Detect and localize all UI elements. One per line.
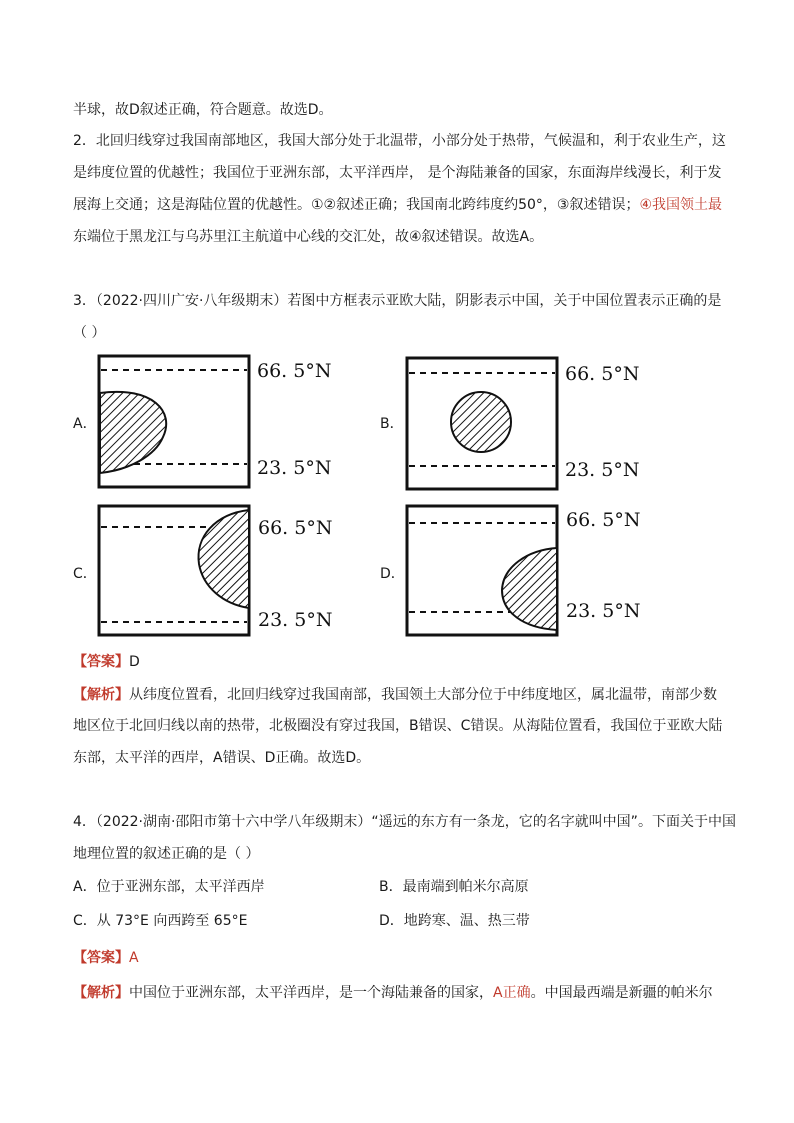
q3-stem-2: （ ） bbox=[73, 325, 106, 341]
q3-analysis-tag: 【解析】 bbox=[73, 687, 129, 703]
q4-answer-line bbox=[73, 948, 139, 968]
lat-label-66-5: 66. 5°N bbox=[258, 517, 333, 539]
lat-label-66-5: 66. 5°N bbox=[565, 363, 640, 385]
lat-label-66-5: 66. 5°N bbox=[257, 360, 332, 382]
q4-stem-1: 4．（2022·湖南·邵阳市第十六中学八年级期末）“遥远的东方有一条龙，它的名字就叫中国”。下面关于中国 bbox=[73, 814, 736, 830]
q3-label-b: B． bbox=[380, 416, 404, 432]
q4-option-d: D．地跨寒、温、热三带 bbox=[379, 913, 530, 929]
q4-answer-tag: 【答案】 bbox=[73, 950, 129, 966]
china-shape bbox=[502, 548, 557, 630]
q4-analysis-line-1 bbox=[73, 983, 713, 1003]
q2-prev-end: 半球，故D叙述正确，符合题意。故选D。 bbox=[73, 102, 333, 118]
q4-analysis-tag: 【解析】 bbox=[73, 985, 129, 1001]
q4-answer: A bbox=[129, 950, 139, 966]
china-shape bbox=[198, 510, 249, 608]
q3-analysis-line-2: 地区位于北回归线以南的热带，北极圈没有穿过我国，B错误、C错误。从海陆位置看，我国位于亚欧大陆 bbox=[73, 718, 723, 734]
q4-analysis-red: A正确 bbox=[493, 985, 531, 1001]
q3-answer-line bbox=[73, 652, 140, 672]
china-shape bbox=[100, 392, 166, 473]
lat-label-23-5: 23. 5°N bbox=[257, 457, 332, 479]
q4-option-c: C．从 73°E 向西跨至 65°E bbox=[73, 913, 248, 929]
q3-analysis-text-1: 从纬度位置看，北回归线穿过我国南部，我国领土大部分位于中纬度地区，属北温带，南部少数 bbox=[129, 687, 717, 703]
lat-label-23-5: 23. 5°N bbox=[566, 600, 641, 622]
lat-label-66-5: 66. 5°N bbox=[566, 509, 641, 531]
china-shape bbox=[451, 392, 511, 452]
q3-stem-1: 3．（2022·四川广安·八年级期末）若图中方框表示亚欧大陆，阴影表示中国，关于中国位置表示正确的是 bbox=[73, 293, 722, 309]
q2-line-3 bbox=[73, 195, 722, 215]
q3-analysis-line-3: 东部，太平洋的西岸，A错误、D正确。故选D。 bbox=[73, 750, 371, 766]
q3-analysis-line-1 bbox=[73, 685, 717, 705]
q2-line-1: 2．北回归线穿过我国南部地区，我国大部分处于北温带，小部分处于热带，气候温和，利于农业生产，这 bbox=[73, 133, 726, 149]
q3-figure-b bbox=[403, 354, 648, 494]
q3-figure-a bbox=[95, 352, 340, 492]
q3-label-c: C． bbox=[73, 566, 97, 582]
q3-answer: D bbox=[129, 654, 140, 670]
q2-line-2: 是纬度位置的优越性；我国位于亚洲东部，太平洋西岸， 是个海陆兼备的国家，东面海岸线漫长，利于发 bbox=[73, 165, 722, 181]
q3-label-d: D． bbox=[380, 566, 405, 582]
q3-figure-c bbox=[95, 502, 340, 642]
lat-label-23-5: 23. 5°N bbox=[565, 459, 640, 481]
q2-line-3-text: 展海上交通；这是海陆位置的优越性。①②叙述正确；我国南北跨纬度约50°，③叙述错误； bbox=[73, 197, 640, 213]
q4-option-a: A．位于亚洲东部，太平洋西岸 bbox=[73, 879, 265, 895]
q4-analysis-post: 。中国最西端是新疆的帕米尔 bbox=[530, 985, 713, 1001]
q3-figure-d bbox=[403, 502, 648, 642]
q2-line-3-red: ④我国领土最 bbox=[639, 197, 723, 213]
q4-option-b: B．最南端到帕米尔高原 bbox=[379, 879, 529, 895]
q4-analysis-pre: 中国位于亚洲东部，太平洋西岸，是一个海陆兼备的国家， bbox=[129, 985, 493, 1001]
q4-stem-2: 地理位置的叙述正确的是（ ） bbox=[73, 846, 260, 862]
q3-label-a: A． bbox=[73, 416, 97, 432]
lat-label-23-5: 23. 5°N bbox=[258, 609, 333, 631]
q3-answer-tag: 【答案】 bbox=[73, 654, 129, 670]
q2-line-4: 东端位于黑龙江与乌苏里江主航道中心线的交汇处，故④叙述错误。故选A。 bbox=[73, 229, 544, 245]
